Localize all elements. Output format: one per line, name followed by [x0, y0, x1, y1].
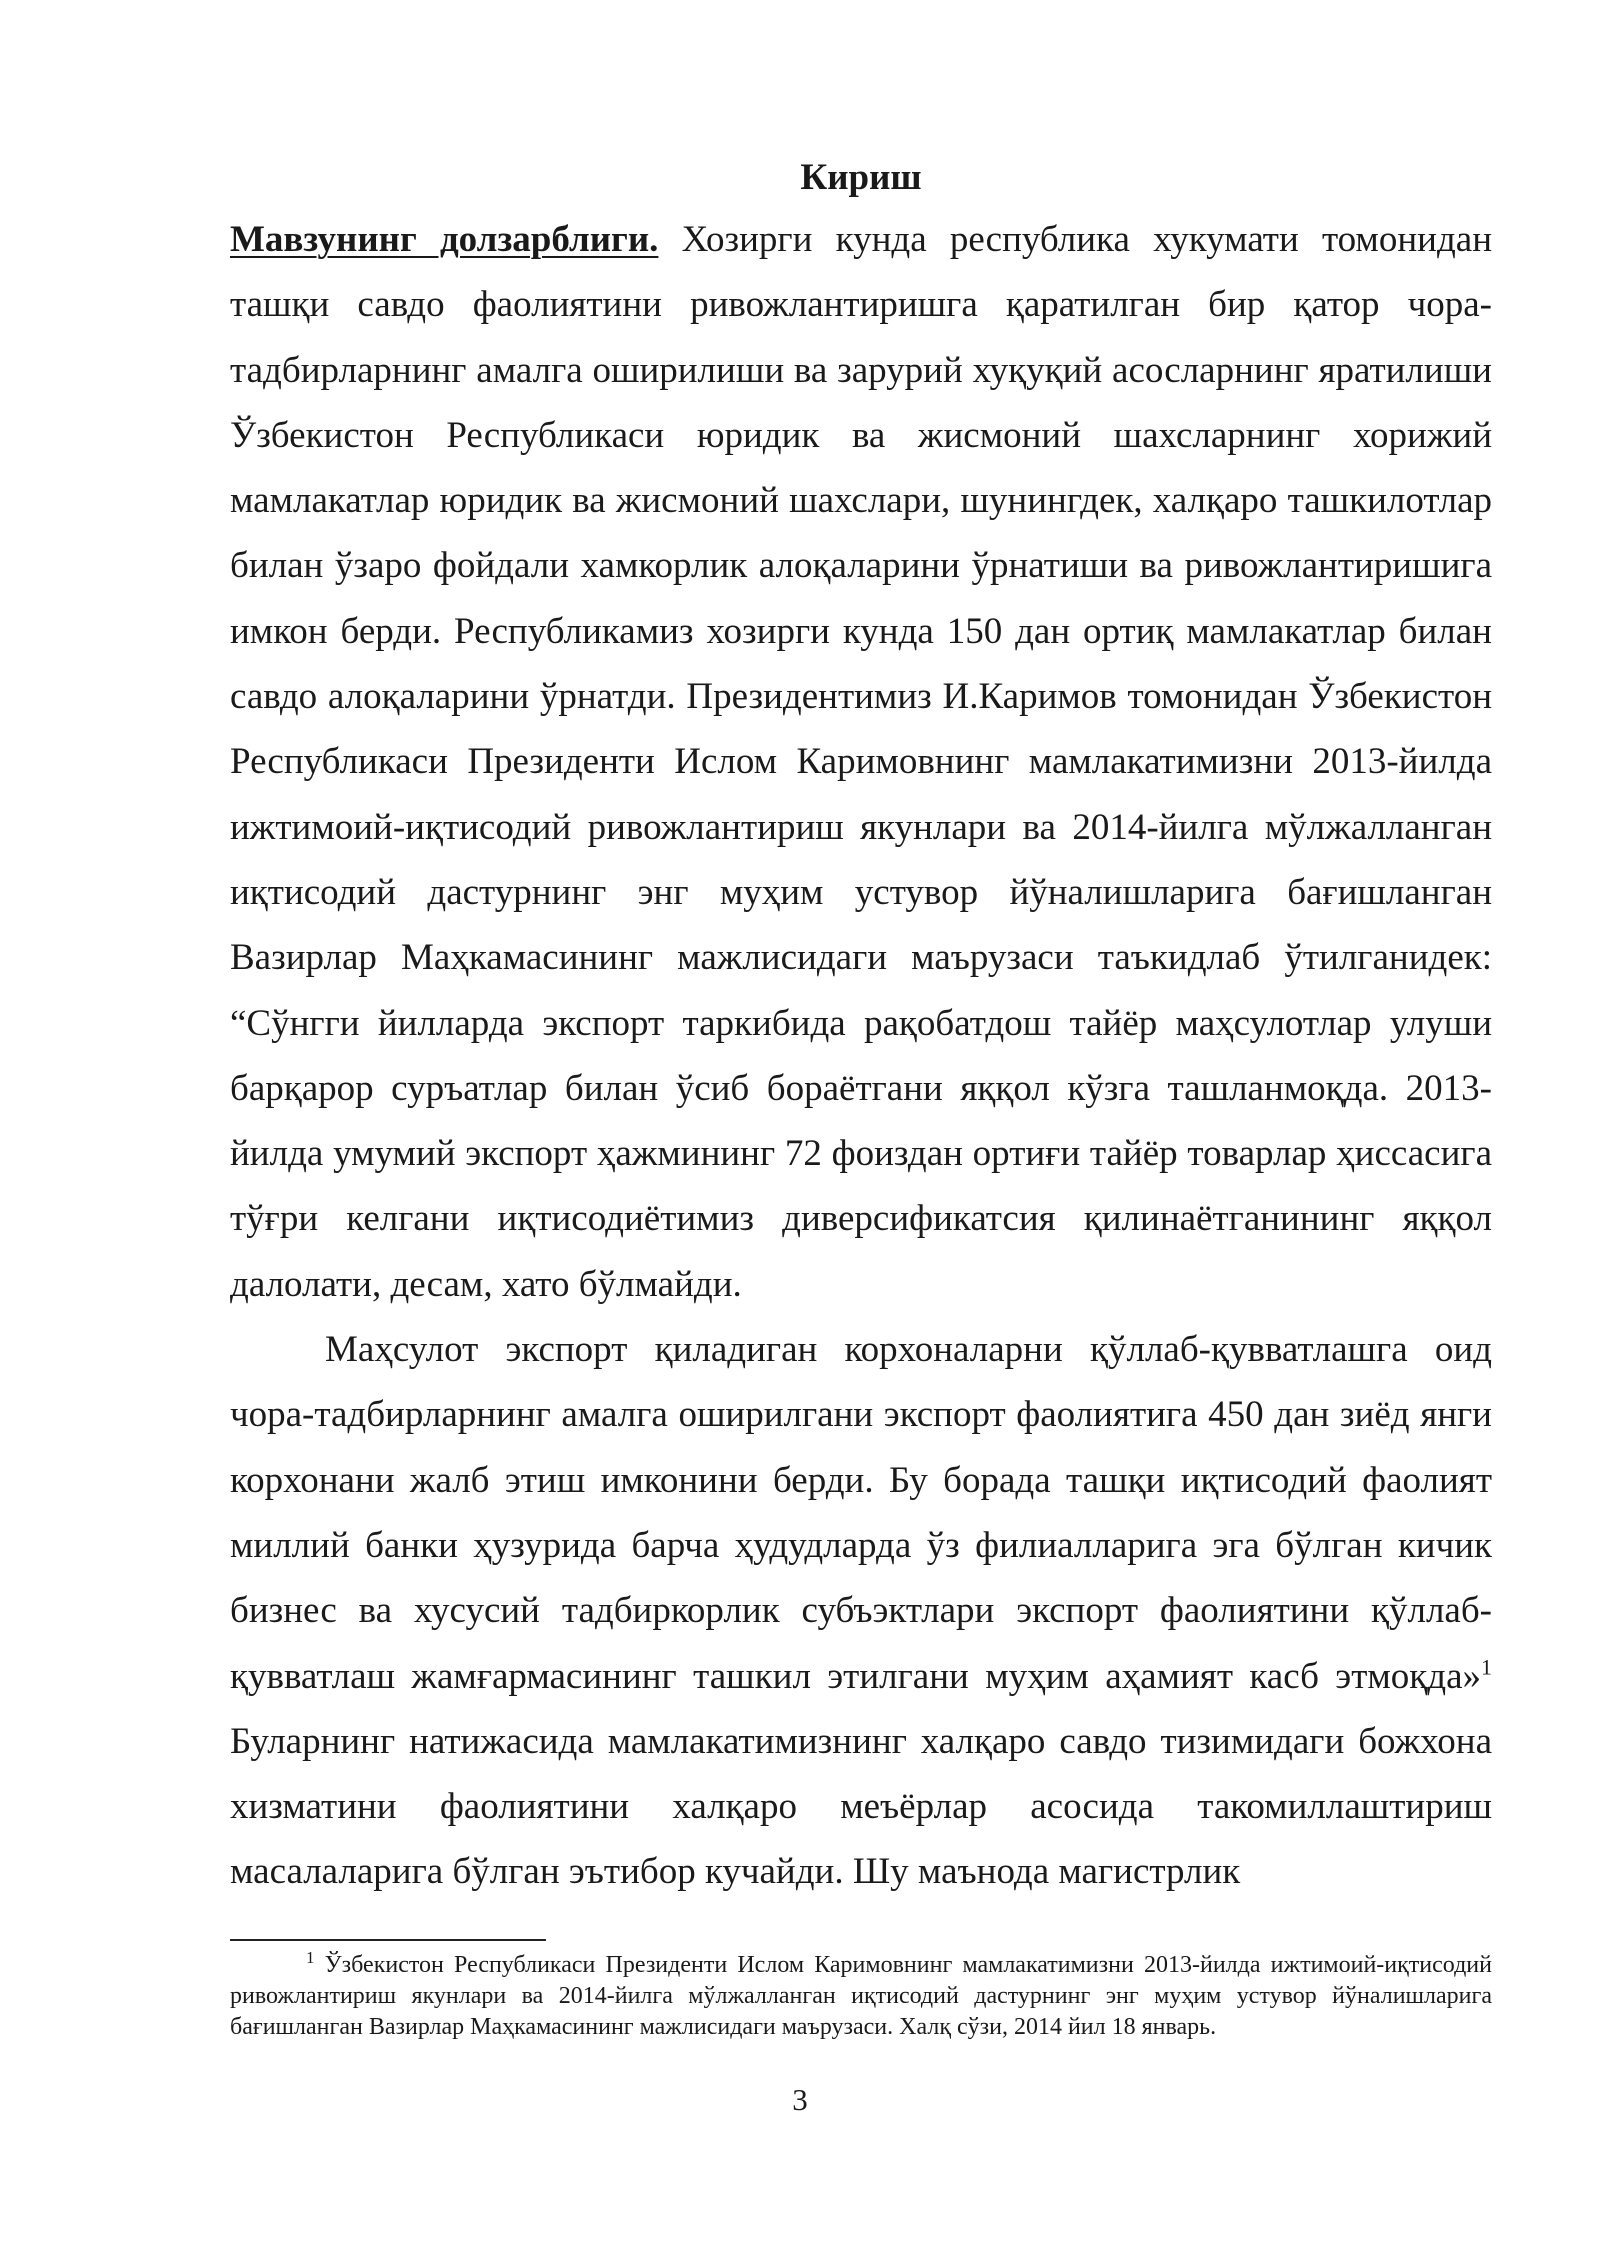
- export-support-text: Маҳсулот экспорт қиладиган корхоналарни қўллаб-қувватлашга оид чора-тадбирларнинг амалга оширилгани экспорт фаолиятига 450 дан зиёд янги корхонани жалб этиш имконини берди. Бу борада ташқи иқтисодий фаолият миллий банки ҳузурида барча ҳудудларда ўз филиалларига эга бўлган кичик бизнес ва хусусий тадбиркорлик субъэктлари экспорт фаолиятини қўллаб-қувватлаш жамғармасининг ташкил этилгани муҳим аҳамият касб этмоқда»: [230, 1329, 1492, 1697]
- footnote-mark: 1: [306, 1948, 315, 1967]
- export-support-continuation: Буларнинг натижасида мамлакатимизнинг халқаро савдо тизимидаги божхона хизматини фаолиятини халқаро меъёрлар асосида такомиллаштириш масалаларига бўлган эътибор кучайди. Шу маънода магистрлик: [230, 1720, 1492, 1893]
- footnote-text: Ўзбекистон Республикаси Президенти Ислом Каримовнинг мамлакатимизни 2013-йилда ижтимоий-иқтисодий ривожлантириш якунлари ва 2014-йилга мўлжалланган иқтисодий дастурнинг энг муҳим устувор йўналишларига бағишланган Вазирлар Маҳкамасининг мажлисидаги маърузаси. Халқ сўзи, 2014 йил 18 январь.: [230, 1952, 1492, 2040]
- relevance-text: Хозирги кунда республика хукумати томонидан ташқи савдо фаолиятини ривожлантиришга қаратилган бир қатор чора-тадбирларнинг амалга оширилиши ва зарурий хуқуқий асосларнинг яратилиши Ўзбекистон Республикаси юридик ва жисмоний шахсларнинг хорижий мамлакатлар юридик ва жисмоний шахслари, шунингдек, халқаро ташкилотлар билан ўзаро фойдали хамкорлик алоқаларини ўрнатиши ва ривожлантиришига имкон берди. Республикамиз хозирги кунда 150 дан ортиқ мамлакатлар билан савдо алоқаларини ўрнатди. Президентимиз И.Каримов томонидан Ўзбекистон Республикаси Президенти Ислом Каримовнинг мамлакатимизни 2013-йилда ижтимоий-иқтисодий ривожлантириш якунлари ва 2014-йилга мўлжалланган иқтисодий дастурнинг энг муҳим устувор йўналишларига бағишланган Вазирлар Маҳкамасининг мажлисидаги маърузаси таъкидлаб ўтилганидек: “Сўнгги йилларда экспорт таркибида рақобатдош тайёр маҳсулотлар улуши барқарор суръатлар билан ўсиб бораётгани яққол кўзга ташланмоқда. 2013-йилда умумий экспорт ҳажмининг 72 фоиздан ортиғи тайёр товарлар ҳиссасига тўғри келгани иқтисодиётимиз диверсификатсия қилинаётганининг яққол далолати, десам, хато бўлмайди.: [230, 219, 1492, 1305]
- body-text: [230, 207, 1492, 1905]
- footnote-paragraph: [230, 1950, 1492, 2043]
- footnote: [230, 1950, 1492, 2043]
- page-number: 3: [792, 2082, 808, 2117]
- relevance-lead: Мавзунинг долзарблиги.: [230, 219, 659, 260]
- section-heading: Кириш: [800, 157, 922, 198]
- paragraph-relevance: [230, 207, 1492, 1317]
- footnote-reference[interactable]: 1: [1481, 1654, 1492, 1680]
- footnote-divider: [230, 1939, 546, 1941]
- paragraph-export-support: [230, 1317, 1492, 1905]
